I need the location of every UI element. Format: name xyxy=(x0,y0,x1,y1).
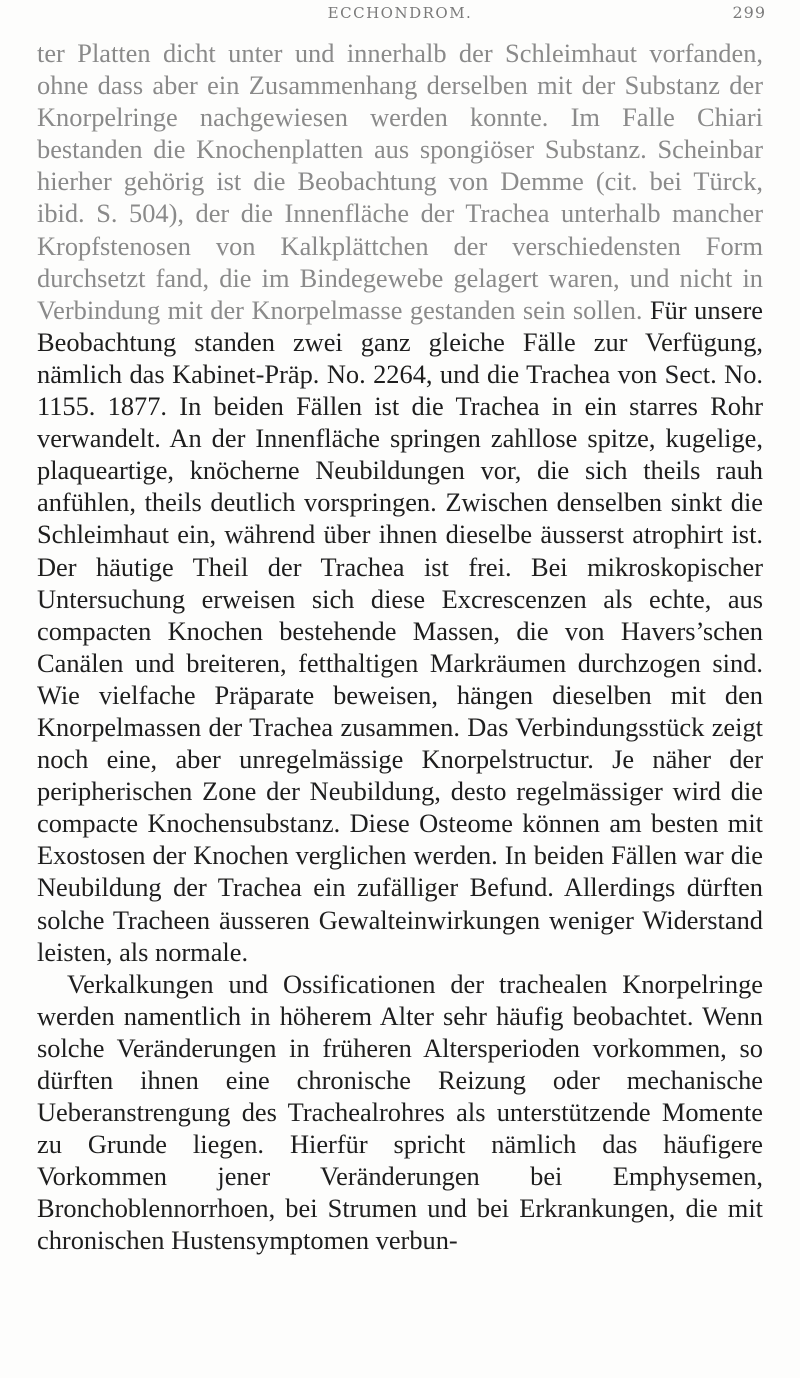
page-number: 299 xyxy=(732,3,766,22)
text-body xyxy=(37,37,763,1257)
running-head xyxy=(0,0,800,26)
paragraph-continued-faded-part: ter Platten dicht unter und innerhalb der Schleimhaut vorfanden, ohne dass aber ein Zusammenhang derselben mit der Substanz der Knorpelringe nachgewiesen werden konnte. Im Falle Chiari bestanden die Knochenplatten aus spongiöser Substanz. Scheinbar hierher gehörig ist die Beobachtung von Demme (cit. bei Türck, ibid. S. 504), der die Innenfläche der Trachea unterhalb mancher Kropfstenosen von Kalkplättchen der verschiedensten Form durchsetzt fand, die im Bindegewebe gelagert waren, und nicht in Verbindung mit der Knorpelmasse gestanden sein sollen. xyxy=(37,38,763,325)
paragraph-continued xyxy=(37,37,763,968)
running-title: ECCHONDROM. xyxy=(327,4,473,22)
paragraph-continued-main-part: Für unsere Beobachtung standen zwei ganz gleiche Fälle zur Verfügung, nämlich das Kabinet-Präp. No. 2264, und die Trachea von Sect. No. 1155. 1877. In beiden Fällen ist die Trachea in ein starres Rohr verwandelt. An der Innenfläche springen zahllose spitze, kugelige, plaqueartige, knöcherne Neubildungen vor, die sich theils rauh anfühlen, theils deutlich vorspringen. Zwischen denselben sinkt die Schleimhaut ein, während über ihnen dieselbe äusserst atrophirt ist. Der häutige Theil der Trachea ist frei. Bei mikroskopischer Untersuchung erweisen sich diese Excrescenzen als echte, aus compacten Knochen bestehende Massen, die von Havers’schen Canälen und breiteren, fetthaltigen Markräumen durchzogen sind. Wie vielfache Präparate beweisen, hängen dieselben mit den Knorpelmassen der Trachea zusammen. Das Verbindungsstück zeigt noch eine, aber unregelmässige Knorpelstructur. Je näher der peripherischen Zone der Neubildung, desto regelmässiger wird die compacte Knochensubstanz. Diese Osteome können am besten mit Exostosen der Knochen verglichen werden. In beiden Fällen war die Neubildung der Trachea ein zufälliger Befund. Allerdings dürften solche Tracheen äusseren Gewalteinwirkungen weniger Widerstand leisten, als normale. xyxy=(37,294,763,967)
paragraph: Verkalkungen und Ossificationen der trachealen Knorpelringe werden namentlich in höherem Alter sehr häufig beobachtet. Wenn solche Veränderungen in früheren Altersperioden vorkommen, so dürften ihnen eine chronische Reizung oder mechanische Ueberanstrengung des Trachealrohres als unterstützende Momente zu Grunde liegen. Hierfür spricht nämlich das häufigere Vorkommen jener Veränderungen bei Emphysemen, Bronchoblennorrhoen, bei Strumen und bei Erkrankungen, die mit chronischen Hustensymptomen verbun- xyxy=(37,968,763,1256)
